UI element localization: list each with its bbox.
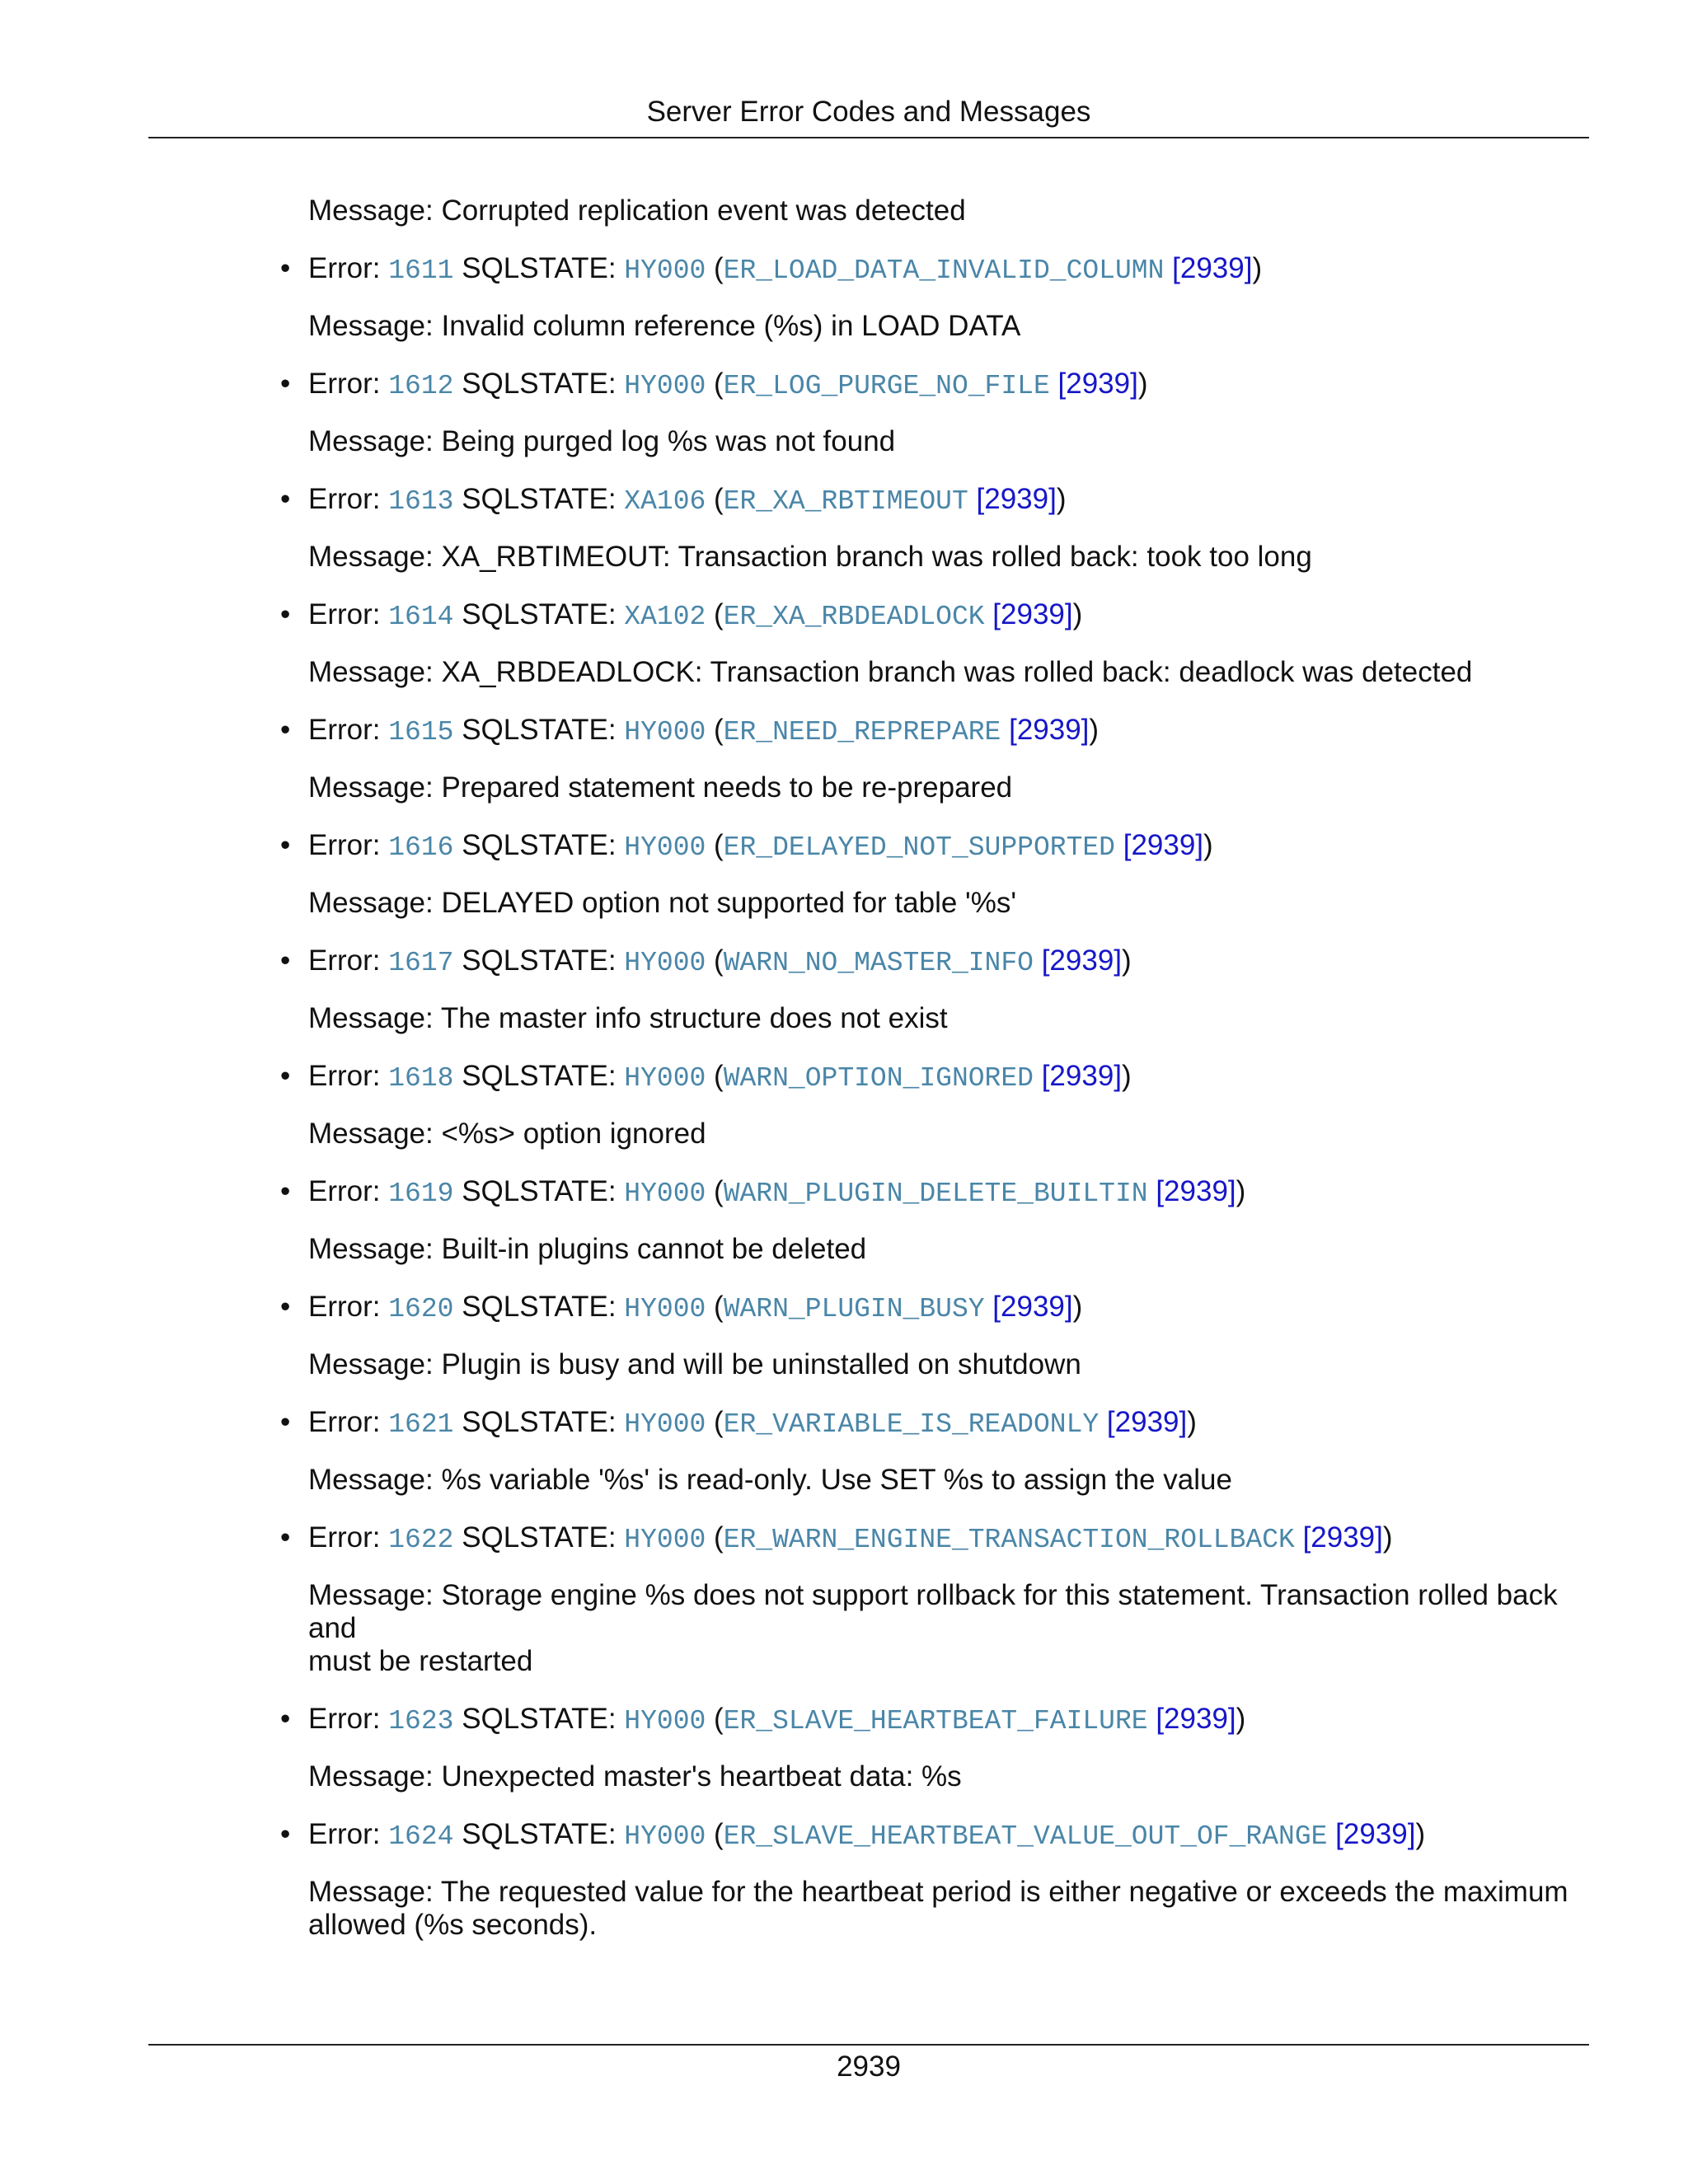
bullet: • — [280, 483, 291, 515]
message-label: Message: — [308, 887, 434, 919]
error-symbol-link[interactable]: ER_XA_RBDEADLOCK — [723, 602, 985, 632]
message-text: The requested value for the heartbeat period is either negative or exceeds the maximum — [440, 1876, 1568, 1908]
error-line — [280, 1818, 1569, 1852]
error-code-link[interactable]: 1618 — [388, 1063, 454, 1094]
sqlstate-label: SQLSTATE: — [462, 1175, 617, 1207]
error-symbol-link[interactable]: ER_SLAVE_HEARTBEAT_VALUE_OUT_OF_RANGE — [723, 1821, 1328, 1852]
error-line — [280, 714, 1569, 748]
sqlstate-label: SQLSTATE: — [462, 714, 617, 746]
error-code-link[interactable]: 1624 — [388, 1821, 454, 1852]
error-symbol-link[interactable]: ER_LOAD_DATA_INVALID_COLUMN — [723, 255, 1165, 286]
error-line — [280, 829, 1569, 863]
error-entry — [280, 598, 1569, 689]
error-code-link[interactable]: 1612 — [388, 371, 454, 401]
error-line — [280, 252, 1569, 286]
close-paren: ) — [1252, 252, 1263, 284]
sqlstate-link[interactable]: HY000 — [624, 1525, 706, 1555]
message-text: <%s> option ignored — [441, 1118, 706, 1150]
close-paren: ) — [1236, 1703, 1246, 1735]
sqlstate-link[interactable]: HY000 — [624, 1821, 706, 1852]
footer-rule — [148, 2044, 1589, 2046]
close-paren: ) — [1122, 1060, 1132, 1092]
open-paren: ( — [714, 1175, 724, 1207]
error-label: Error: — [308, 368, 381, 400]
sqlstate-label: SQLSTATE: — [462, 252, 617, 284]
message-text: XA_RBDEADLOCK: Transaction branch was rolled back: deadlock was detected — [441, 656, 1473, 688]
error-code-link[interactable]: 1622 — [388, 1525, 454, 1555]
open-paren: ( — [714, 944, 724, 977]
close-paren: ) — [1089, 714, 1100, 746]
page-ref-link[interactable]: [2939] — [1106, 1406, 1188, 1438]
close-paren: ) — [1072, 598, 1083, 630]
message-line — [308, 656, 1569, 689]
message-text: The master info structure does not exist — [440, 1002, 948, 1034]
page-ref-link[interactable]: [2939] — [1156, 1175, 1236, 1207]
open-paren: ( — [714, 1521, 724, 1554]
sqlstate-label: SQLSTATE: — [462, 829, 617, 861]
header-rule — [148, 137, 1589, 138]
error-label: Error: — [308, 1818, 381, 1850]
lead-message-line — [308, 194, 1569, 227]
error-label: Error: — [308, 944, 381, 977]
error-code-link[interactable]: 1621 — [388, 1409, 454, 1440]
message-line — [308, 1760, 1569, 1793]
message-label: Message: — [308, 310, 434, 342]
error-code-link[interactable]: 1611 — [388, 255, 454, 286]
error-line — [280, 1291, 1569, 1324]
message-text: Plugin is busy and will be uninstalled on shutdown — [441, 1348, 1081, 1380]
close-paren: ) — [1056, 483, 1067, 515]
message-text: Prepared statement needs to be re-prepared — [441, 771, 1013, 804]
sqlstate-link[interactable]: HY000 — [624, 948, 706, 978]
error-symbol-link[interactable]: WARN_NO_MASTER_INFO — [723, 948, 1034, 978]
message-line — [308, 1876, 1569, 1942]
error-line — [280, 1406, 1569, 1440]
close-paren: ) — [1415, 1818, 1426, 1850]
page-ref-link[interactable]: [2939] — [1041, 1060, 1123, 1092]
sqlstate-link[interactable]: HY000 — [624, 255, 706, 286]
message-label: Message: — [308, 1760, 434, 1793]
message-text-continued: must be restarted — [308, 1645, 533, 1677]
error-line — [280, 1175, 1569, 1209]
bullet: • — [280, 1818, 291, 1850]
bullet: • — [280, 252, 291, 284]
sqlstate-link[interactable]: HY000 — [624, 717, 706, 748]
error-entry — [280, 1291, 1569, 1381]
bullet: • — [280, 1291, 291, 1323]
page-ref-link[interactable]: [2939] — [992, 598, 1073, 630]
error-symbol-link[interactable]: WARN_OPTION_IGNORED — [723, 1063, 1034, 1094]
error-code-link[interactable]: 1613 — [388, 486, 454, 517]
message-label: Message: — [308, 1876, 434, 1908]
error-entry — [280, 483, 1569, 574]
error-line — [280, 1703, 1569, 1736]
message-label: Message: — [308, 1233, 434, 1265]
error-entry — [280, 944, 1569, 1035]
close-paren: ) — [1203, 829, 1213, 861]
error-code-link[interactable]: 1616 — [388, 832, 454, 863]
error-code-link[interactable]: 1619 — [388, 1179, 454, 1209]
sqlstate-link[interactable]: XA106 — [624, 486, 706, 517]
error-line — [280, 944, 1569, 978]
error-symbol-link[interactable]: ER_DELAYED_NOT_SUPPORTED — [723, 832, 1115, 863]
sqlstate-label: SQLSTATE: — [462, 1406, 617, 1438]
error-symbol-link[interactable]: ER_SLAVE_HEARTBEAT_FAILURE — [723, 1706, 1148, 1736]
message-label: Message: — [308, 1579, 434, 1611]
message-label: Message: — [308, 1348, 434, 1380]
close-paren: ) — [1122, 944, 1132, 977]
open-paren: ( — [714, 1818, 724, 1850]
page-header-title: Server Error Codes and Messages — [646, 96, 1091, 128]
message-text-continued: allowed (%s seconds). — [308, 1909, 598, 1941]
message-label: Message: — [308, 656, 434, 688]
sqlstate-link[interactable]: HY000 — [624, 1706, 706, 1736]
bullet: • — [280, 829, 291, 861]
sqlstate-link[interactable]: HY000 — [624, 832, 706, 863]
bullet: • — [280, 1521, 291, 1554]
message-label: Message: — [308, 425, 434, 457]
error-symbol-link[interactable]: ER_XA_RBTIMEOUT — [723, 486, 968, 517]
sqlstate-label: SQLSTATE: — [462, 598, 617, 630]
error-entry — [280, 1703, 1569, 1793]
error-label: Error: — [308, 483, 381, 515]
message-text: Storage engine %s does not support rollback for this statement. Transaction rolled back and — [308, 1579, 1558, 1644]
error-code-link[interactable]: 1617 — [388, 948, 454, 978]
page-ref-link[interactable]: [2939] — [992, 1291, 1073, 1323]
bullet: • — [280, 598, 291, 630]
message-line — [308, 771, 1569, 804]
page-ref-link[interactable]: [2939] — [1123, 829, 1204, 861]
bullet: • — [280, 1060, 291, 1092]
error-line — [280, 368, 1569, 401]
close-paren: ) — [1187, 1406, 1197, 1438]
error-entry — [280, 252, 1569, 343]
message-text: Built-in plugins cannot be deleted — [441, 1233, 867, 1265]
error-label: Error: — [308, 1521, 381, 1554]
bullet: • — [280, 1703, 291, 1735]
error-code-link[interactable]: 1615 — [388, 717, 454, 748]
close-paren: ) — [1236, 1175, 1246, 1207]
error-entry — [280, 1175, 1569, 1266]
open-paren: ( — [714, 1406, 724, 1438]
error-label: Error: — [308, 1175, 381, 1207]
message-text: XA_RBTIMEOUT: Transaction branch was rolled back: took too long — [441, 541, 1312, 573]
sqlstate-label: SQLSTATE: — [462, 1521, 617, 1554]
error-symbol-link[interactable]: ER_LOG_PURGE_NO_FILE — [723, 371, 1050, 401]
error-label: Error: — [308, 1406, 381, 1438]
open-paren: ( — [714, 598, 724, 630]
message-text: %s variable '%s' is read-only. Use SET %s to assign the value — [441, 1464, 1232, 1496]
page-ref-link[interactable]: [2939] — [1057, 368, 1138, 400]
bullet: • — [280, 944, 291, 977]
error-symbol-link[interactable]: ER_VARIABLE_IS_READONLY — [723, 1409, 1100, 1440]
page-ref-link[interactable]: [2939] — [1172, 252, 1253, 284]
error-entry — [280, 1406, 1569, 1497]
error-symbol-link[interactable]: ER_NEED_REPREPARE — [723, 717, 1001, 748]
message-line — [308, 887, 1569, 920]
error-entry — [280, 1818, 1569, 1942]
error-line — [280, 1521, 1569, 1555]
error-label: Error: — [308, 252, 381, 284]
error-list — [280, 194, 1569, 1942]
bullet: • — [280, 368, 291, 400]
error-code-link[interactable]: 1623 — [388, 1706, 454, 1736]
message-label: Message: — [308, 771, 434, 804]
error-label: Error: — [308, 829, 381, 861]
message-text: Corrupted replication event was detected — [441, 194, 966, 227]
error-label: Error: — [308, 1703, 381, 1735]
open-paren: ( — [714, 714, 724, 746]
message-line — [308, 1002, 1569, 1035]
error-entry — [280, 368, 1569, 458]
error-line — [280, 1060, 1569, 1094]
close-paren: ) — [1382, 1521, 1393, 1554]
error-entry — [280, 1060, 1569, 1151]
close-paren: ) — [1072, 1291, 1083, 1323]
error-symbol-link[interactable]: WARN_PLUGIN_DELETE_BUILTIN — [723, 1179, 1148, 1209]
message-text: Invalid column reference (%s) in LOAD DATA — [441, 310, 1021, 342]
message-label: Message: — [308, 194, 434, 227]
close-paren: ) — [1137, 368, 1148, 400]
sqlstate-label: SQLSTATE: — [462, 368, 617, 400]
message-label: Message: — [308, 1464, 434, 1496]
message-line — [308, 1348, 1569, 1381]
open-paren: ( — [714, 252, 724, 284]
sqlstate-label: SQLSTATE: — [462, 944, 617, 977]
open-paren: ( — [714, 1060, 724, 1092]
open-paren: ( — [714, 829, 724, 861]
error-symbol-link[interactable]: WARN_PLUGIN_BUSY — [723, 1294, 985, 1324]
error-label: Error: — [308, 714, 381, 746]
message-label: Message: — [308, 1002, 434, 1034]
bullet: • — [280, 1406, 291, 1438]
error-entries — [280, 252, 1569, 1942]
message-line — [308, 1118, 1569, 1151]
page-ref-link[interactable]: [2939] — [1335, 1818, 1416, 1850]
page-ref-link[interactable]: [2939] — [1156, 1703, 1236, 1735]
error-entry — [280, 1521, 1569, 1678]
sqlstate-label: SQLSTATE: — [462, 483, 617, 515]
sqlstate-link[interactable]: HY000 — [624, 1294, 706, 1324]
error-label: Error: — [308, 598, 381, 630]
page-ref-link[interactable]: [2939] — [976, 483, 1057, 515]
error-label: Error: — [308, 1291, 381, 1323]
error-symbol-link[interactable]: ER_WARN_ENGINE_TRANSACTION_ROLLBACK — [723, 1525, 1295, 1555]
sqlstate-label: SQLSTATE: — [462, 1060, 617, 1092]
open-paren: ( — [714, 483, 724, 515]
sqlstate-link[interactable]: XA102 — [624, 602, 706, 632]
message-text: Unexpected master's heartbeat data: %s — [441, 1760, 962, 1793]
message-line — [308, 1233, 1569, 1266]
message-text: DELAYED option not supported for table '%s' — [441, 887, 1017, 919]
error-label: Error: — [308, 1060, 381, 1092]
message-label: Message: — [308, 541, 434, 573]
message-line — [308, 425, 1569, 458]
page-number: 2939 — [837, 2050, 901, 2083]
sqlstate-link[interactable]: HY000 — [624, 1179, 706, 1209]
message-line — [308, 310, 1569, 343]
bullet: • — [280, 714, 291, 746]
open-paren: ( — [714, 1291, 724, 1323]
message-line — [308, 541, 1569, 574]
error-line — [280, 483, 1569, 517]
sqlstate-label: SQLSTATE: — [462, 1291, 617, 1323]
error-line — [280, 598, 1569, 632]
page-ref-link[interactable]: [2939] — [1009, 714, 1090, 746]
error-code-link[interactable]: 1614 — [388, 602, 454, 632]
message-line — [308, 1579, 1569, 1678]
message-label: Message: — [308, 1118, 434, 1150]
page-ref-link[interactable]: [2939] — [1041, 944, 1123, 977]
sqlstate-label: SQLSTATE: — [462, 1818, 617, 1850]
error-entry — [280, 714, 1569, 804]
sqlstate-link[interactable]: HY000 — [624, 371, 706, 401]
message-text: Being purged log %s was not found — [441, 425, 896, 457]
page-ref-link[interactable]: [2939] — [1302, 1521, 1383, 1554]
sqlstate-link[interactable]: HY000 — [624, 1409, 706, 1440]
message-line — [308, 1464, 1569, 1497]
sqlstate-label: SQLSTATE: — [462, 1703, 617, 1735]
open-paren: ( — [714, 1703, 724, 1735]
open-paren: ( — [714, 368, 724, 400]
bullet: • — [280, 1175, 291, 1207]
error-entry — [280, 829, 1569, 920]
error-code-link[interactable]: 1620 — [388, 1294, 454, 1324]
sqlstate-link[interactable]: HY000 — [624, 1063, 706, 1094]
